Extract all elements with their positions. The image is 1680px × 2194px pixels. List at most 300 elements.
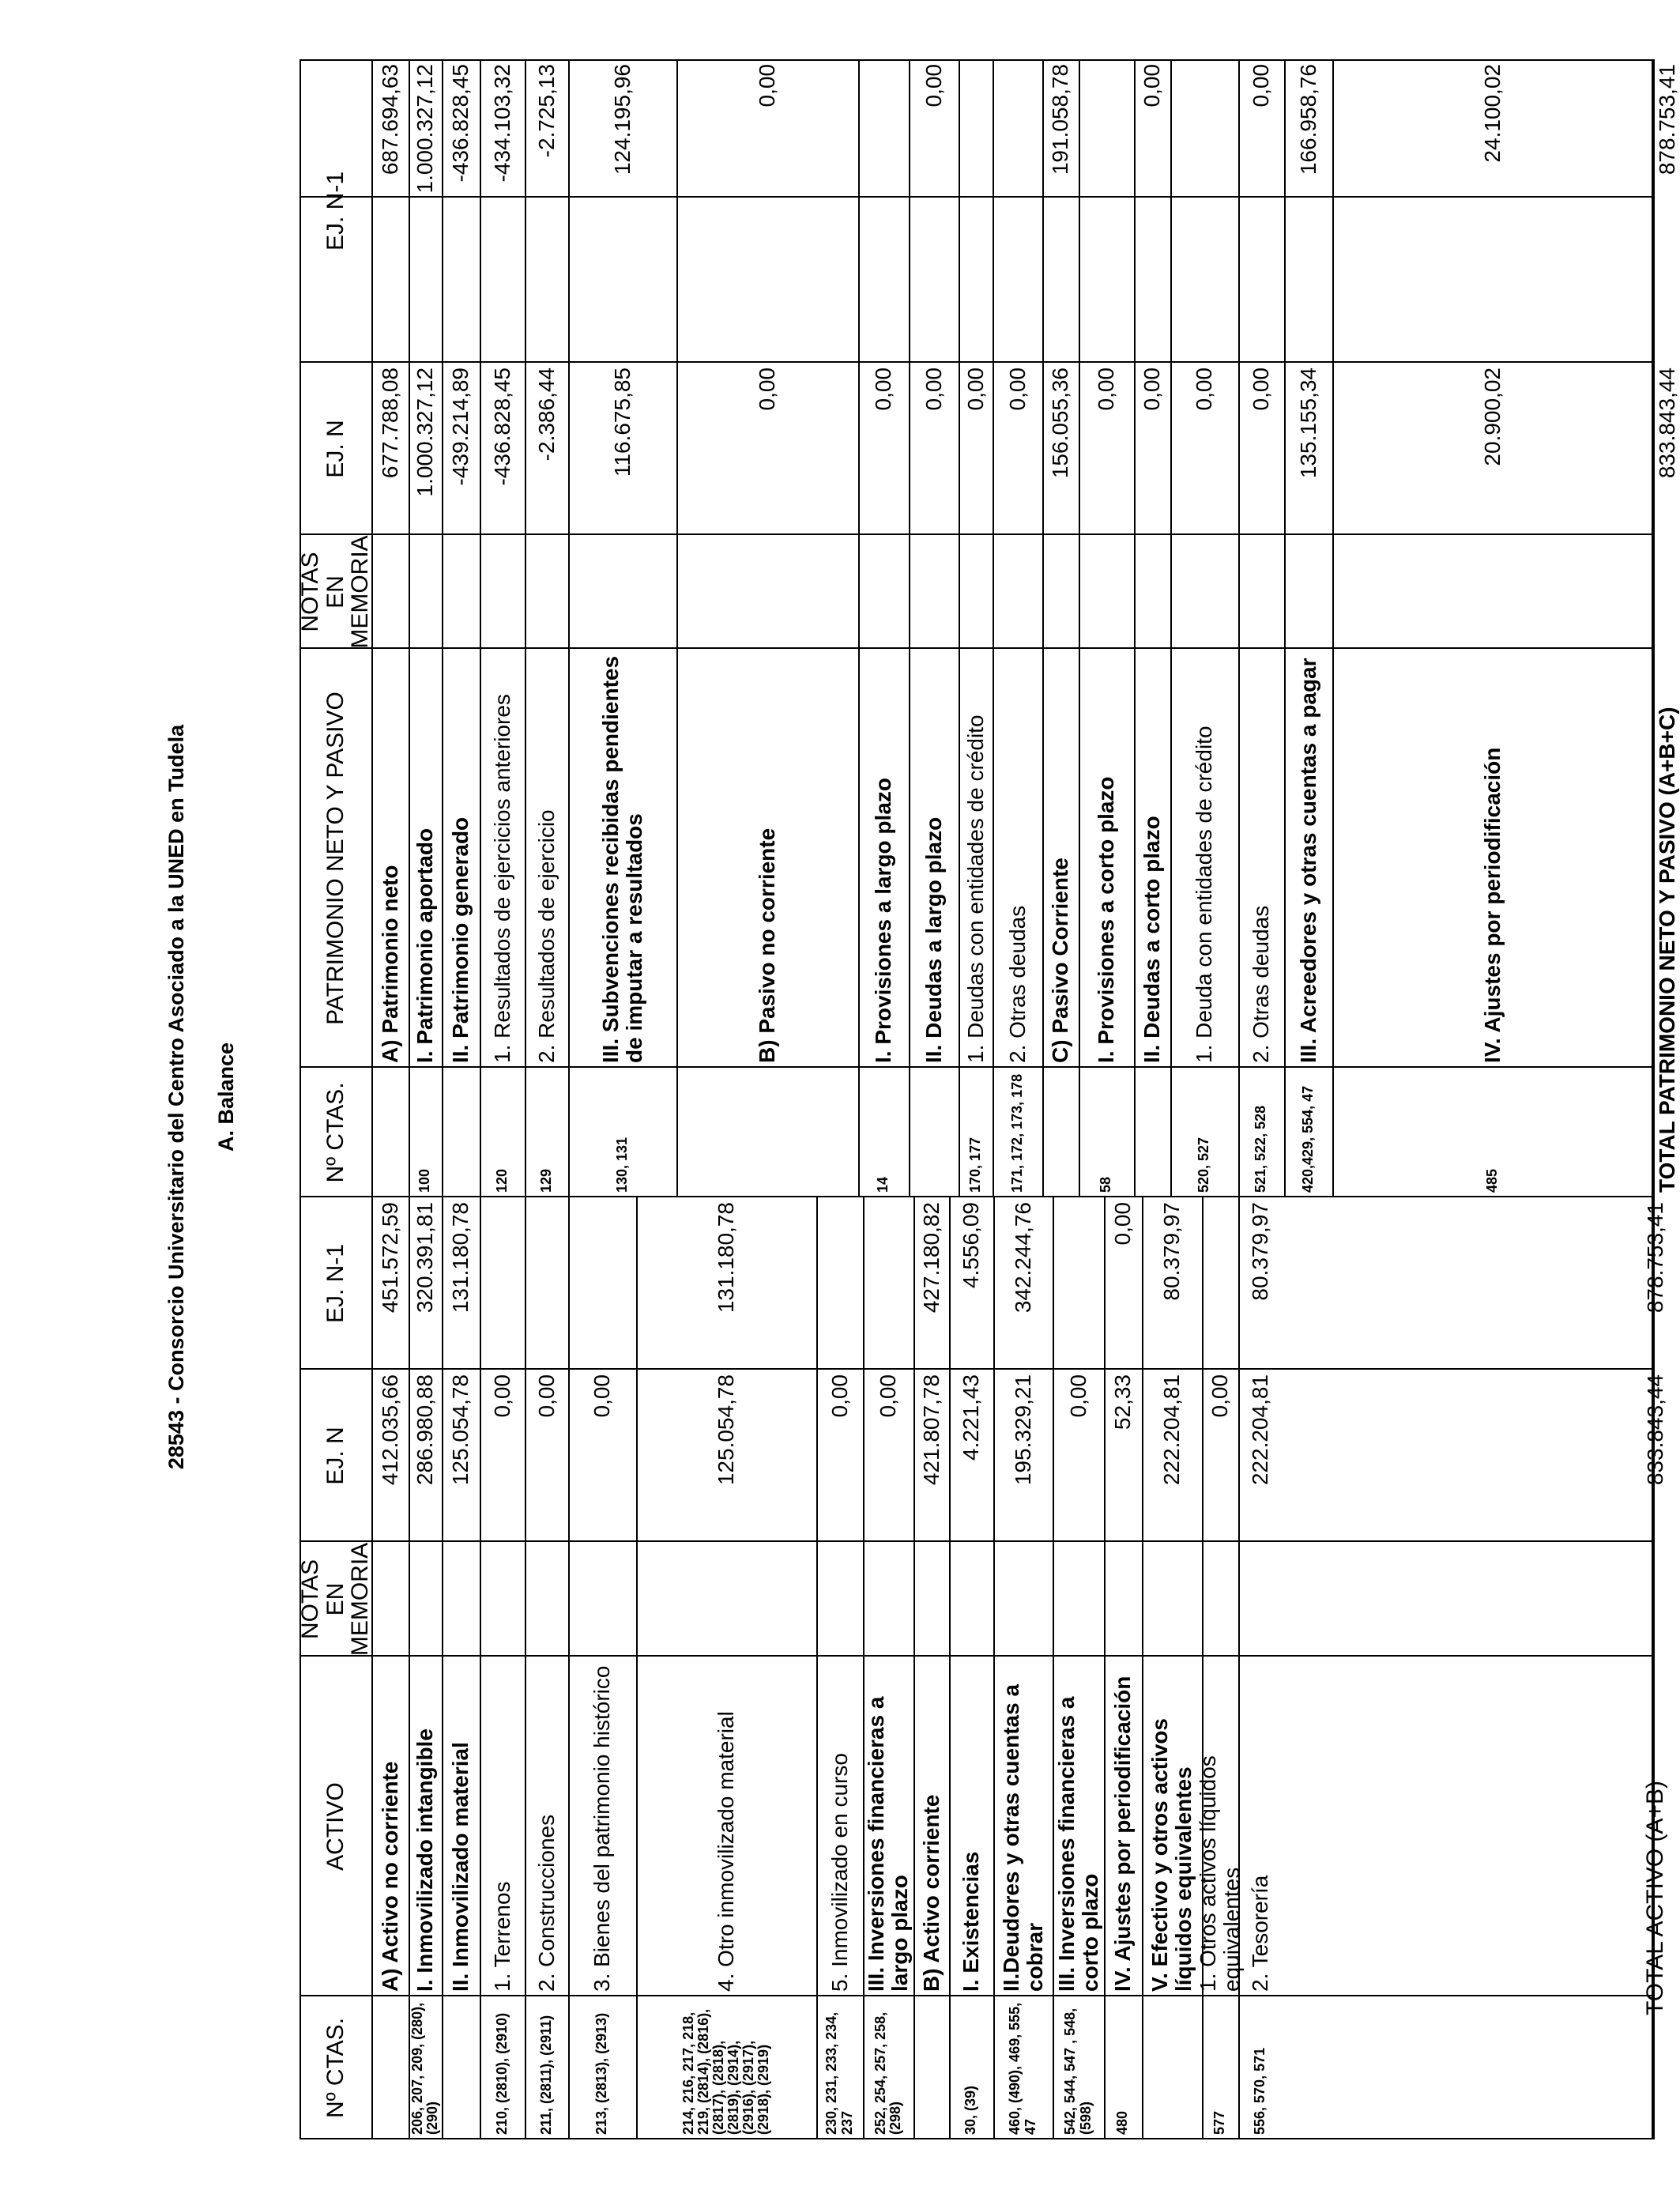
activo-row-ej-n1-text: 4.556,09 — [959, 1202, 984, 1288]
activo-row-label — [816, 1657, 863, 1996]
activo-row-label — [1196, 1657, 1244, 1996]
pasivo-row-ctas — [1134, 1068, 1170, 1197]
activo-header-ej_n — [299, 1370, 371, 1542]
activo-row-label — [1104, 1657, 1142, 1996]
activo-row-ctas — [409, 1996, 442, 2139]
pasivo-row-label-text: II. Deudas a largo plazo — [921, 816, 946, 1063]
activo-row-label — [636, 1657, 816, 1996]
activo-row-ej-n1-text: 0,00 — [1110, 1202, 1136, 1246]
pasivo-row-notas — [442, 535, 480, 649]
activo-row-label-text: 3. Bienes del patrimonio histórico — [590, 1665, 615, 1992]
pasivo-row-label — [1238, 649, 1284, 1068]
pasivo-row-ej-n-text: 0,00 — [1004, 368, 1030, 411]
activo-row-label — [863, 1657, 913, 1996]
pasivo-row-label-text: 2. Otras deudas — [1249, 905, 1274, 1063]
pasivo-row-notas — [858, 535, 909, 649]
activo-header-ej_n1 — [299, 1197, 371, 1370]
activo-row-notas — [1104, 1542, 1142, 1657]
activo-header-label-text: ACTIVO — [322, 1782, 348, 1871]
activo-row-ej-n1 — [525, 1197, 568, 1370]
activo-row-ej-n1 — [816, 1197, 863, 1370]
activo-row-ej-n-text: 222.204,81 — [1159, 1374, 1185, 1486]
pasivo-row-ej-n — [1238, 363, 1284, 535]
pasivo-row-ej-n — [525, 363, 568, 535]
pasivo-row-label — [525, 649, 568, 1068]
pasivo-row-ctas — [1238, 1068, 1284, 1197]
pasivo-row-label-text: 2. Otras deudas — [1004, 905, 1030, 1063]
pasivo-row-ej-n1 — [568, 59, 676, 363]
pasivo-row-ej-n1 — [1170, 59, 1238, 363]
pasivo-row-label — [1134, 649, 1170, 1068]
activo-row-notas — [442, 1542, 480, 1657]
activo-row-ctas — [1053, 1996, 1104, 2139]
pasivo-row-ej-n1-text: 0,00 — [921, 64, 946, 107]
total-pasivo-ej-n1 — [1653, 59, 1679, 363]
activo-row-label-text: V. Efectivo y otros activos líquidos equivalentes — [1147, 1718, 1196, 1992]
pasivo-row-label-text: I. Provisiones a corto plazo — [1094, 776, 1119, 1063]
pasivo-row-label — [959, 649, 993, 1068]
pasivo-row-ej-n — [409, 363, 442, 535]
activo-row-notas — [371, 1542, 409, 1657]
activo-row-ctas — [1238, 1996, 1283, 2139]
pasivo-row-ctas — [676, 1068, 858, 1197]
activo-row-ej-n-text: 286.980,88 — [412, 1374, 438, 1486]
activo-row-label-text: 5. Inmovilizado en curso — [827, 1753, 852, 1992]
activo-row-ej-n1 — [636, 1197, 816, 1370]
activo-row-label-text: I. Existencias — [959, 1851, 984, 1992]
activo-row-ctas-text: 542, 544, 547 , 548, (598) — [1062, 2007, 1094, 2135]
activo-row-notas — [525, 1542, 568, 1657]
activo-row-ctas-text: 230, 231, 233, 234, 237 — [823, 2011, 855, 2135]
activo-row-label-text: IV. Ajustes por periodificación — [1110, 1676, 1136, 1992]
pasivo-row-label-text: I. Provisiones a largo plazo — [871, 778, 896, 1063]
total-pasivo-label-text: TOTAL PATRIMONIO NETO Y PASIVO (A+B+C) — [1655, 707, 1679, 1193]
pasivo-row-ej-n-text: -436.828,45 — [489, 368, 514, 486]
activo-row-notas — [1202, 1542, 1238, 1657]
pasivo-row-ej-n1 — [1238, 59, 1284, 363]
activo-row-ctas-text: 206, 207, 209, (280), (290) — [409, 2002, 440, 2135]
activo-row-ej-n — [1238, 1370, 1283, 1542]
pasivo-header-ctas-text: Nº CTAS. — [322, 1082, 348, 1183]
pasivo-row-ej-n1-text: 687.694,63 — [377, 64, 402, 175]
activo-row-label-text: A) Activo no corriente — [377, 1761, 402, 1992]
pasivo-row-ej-n — [568, 363, 676, 535]
pasivo-row-ej-n-text: 0,00 — [1249, 368, 1274, 411]
activo-row-label — [371, 1657, 409, 1996]
activo-row-label — [409, 1657, 442, 1996]
pasivo-row-ctas-text: 130, 131 — [613, 1137, 630, 1193]
activo-row-ej-n1 — [1238, 1197, 1283, 1370]
pasivo-row-ej-n-text: 135.155,34 — [1295, 368, 1320, 479]
activo-row-ctas — [568, 1996, 636, 2139]
pasivo-row-ej-n1 — [1042, 59, 1079, 363]
pasivo-row-ej-n — [676, 363, 858, 535]
pasivo-row-notas — [525, 535, 568, 649]
pasivo-row-notas — [959, 535, 993, 649]
pasivo-row-ctas-text: 14 — [875, 1176, 891, 1193]
activo-header-label — [299, 1657, 371, 1996]
activo-row-label — [442, 1657, 480, 1996]
pasivo-row-ctas-text: 120 — [493, 1168, 510, 1193]
pasivo-row-label-text: 1. Deuda con entidades de crédito — [1192, 726, 1217, 1063]
activo-row-ctas-text: 252, 254, 257, 258, (298) — [872, 2011, 903, 2135]
pasivo-row-ej-n1-text: 124.195,96 — [609, 64, 635, 175]
pasivo-row-ej-n1-text: 0,00 — [1249, 64, 1274, 107]
pasivo-row-ej-n1 — [442, 59, 480, 363]
pasivo-row-ej-n — [858, 363, 909, 535]
pasivo-header-ctas — [299, 1068, 371, 1197]
pasivo-row-notas — [1332, 535, 1653, 649]
pasivo-row-label — [480, 649, 525, 1068]
pasivo-row-ctas — [371, 1068, 409, 1197]
pasivo-row-ej-n1 — [1332, 59, 1653, 363]
pasivo-row-ej-n-text: 116.675,85 — [609, 368, 635, 477]
activo-row-ctas — [442, 1996, 480, 2139]
activo-row-label-text: I. Inmovilizado intangible — [412, 1728, 438, 1992]
activo-row-ej-n — [1142, 1370, 1202, 1542]
pasivo-row-label-text: II. Patrimonio generado — [448, 816, 473, 1063]
pasivo-row-ej-n-text: 0,00 — [871, 368, 896, 411]
pasivo-row-ej-n1-text: 0,00 — [755, 64, 780, 107]
activo-row-ej-n1-text: 427.180,82 — [918, 1202, 944, 1314]
pasivo-row-label-text: I. Patrimonio aportado — [412, 827, 438, 1063]
pasivo-row-ej-n1-text: -434.103,32 — [489, 64, 514, 183]
total-activo-ej-n1 — [1643, 1197, 1668, 1370]
pasivo-row-ej-n — [442, 363, 480, 535]
pasivo-row-ej-n — [480, 363, 525, 535]
pasivo-row-ej-n — [1079, 363, 1134, 535]
activo-row-label-text: 2. Construcciones — [533, 1814, 559, 1992]
pasivo-row-ctas-text: 420,429, 554, 47 — [1299, 1085, 1316, 1193]
activo-row-ej-n1 — [993, 1197, 1053, 1370]
activo-row-ej-n1-text: 131.180,78 — [448, 1202, 473, 1314]
activo-row-ej-n1 — [863, 1197, 913, 1370]
activo-row-ej-n — [371, 1370, 409, 1542]
pasivo-row-ctas — [1042, 1068, 1079, 1197]
pasivo-header-notas-text: NOTAS EN MEMORIA — [296, 535, 374, 649]
pasivo-row-ej-n — [371, 363, 409, 535]
activo-row-label — [1238, 1657, 1283, 1996]
activo-row-ej-n — [568, 1370, 636, 1542]
total-activo-ej-n-text: 833.843,44 — [1643, 1374, 1668, 1486]
activo-row-ej-n — [525, 1370, 568, 1542]
activo-row-ctas-text: 30, (39) — [962, 2085, 979, 2135]
pasivo-row-label — [909, 649, 959, 1068]
activo-row-ej-n-text: 125.054,78 — [714, 1374, 739, 1486]
activo-row-ctas — [636, 1996, 816, 2139]
pasivo-row-ctas — [959, 1068, 993, 1197]
pasivo-row-ej-n — [1134, 363, 1170, 535]
activo-row-ctas — [1104, 1996, 1142, 2139]
document-title: 28543 - Consorcio Universitario del Centro Asociado a la UNED en Tudela — [164, 724, 188, 1470]
pasivo-row-label-text: II. Deudas a corto plazo — [1139, 816, 1165, 1063]
pasivo-row-ctas-text: 100 — [416, 1168, 433, 1193]
activo-row-notas — [949, 1542, 993, 1657]
activo-row-notas — [1238, 1542, 1283, 1657]
pasivo-row-ej-n1-text: -436.828,45 — [448, 64, 473, 183]
activo-header-notas-text: NOTAS EN MEMORIA — [296, 1542, 374, 1657]
pasivo-row-ej-n — [1284, 363, 1332, 535]
activo-row-ej-n — [993, 1370, 1053, 1542]
pasivo-row-ej-n1-text: 24.100,02 — [1480, 64, 1505, 163]
pasivo-row-ej-n1-text: 0,00 — [1139, 64, 1165, 107]
activo-row-ej-n1-text: 80.379,97 — [1159, 1202, 1185, 1301]
activo-row-ctas-text: 460, (490), 469, 555, 47 — [1007, 2002, 1038, 2135]
pasivo-row-label — [409, 649, 442, 1068]
pasivo-row-notas — [371, 535, 409, 649]
activo-row-ej-n1 — [949, 1197, 993, 1370]
activo-row-ej-n — [949, 1370, 993, 1542]
pasivo-row-ej-n1 — [676, 59, 858, 363]
activo-row-notas — [816, 1542, 863, 1657]
activo-row-ej-n1-text: 80.379,97 — [1248, 1202, 1273, 1301]
pasivo-row-label — [568, 649, 676, 1068]
total-pasivo-label — [1653, 535, 1679, 1197]
pasivo-row-label-text: 1. Deudas con entidades de crédito — [962, 714, 988, 1063]
activo-header-ctas — [299, 1996, 371, 2139]
pasivo-row-ej-n — [1170, 363, 1238, 535]
activo-row-ej-n-text: 4.221,43 — [959, 1374, 984, 1461]
activo-row-ej-n1 — [913, 1197, 949, 1370]
pasivo-row-ctas — [993, 1068, 1042, 1197]
pasivo-row-label-text: 1. Resultados de ejercicios anteriores — [489, 694, 514, 1063]
activo-row-notas — [409, 1542, 442, 1657]
pasivo-row-ej-n1 — [480, 59, 525, 363]
pasivo-header-label — [299, 649, 371, 1068]
pasivo-row-notas — [1079, 535, 1134, 649]
pasivo-row-ej-n1 — [959, 59, 993, 363]
activo-row-ctas-text: 211, (2811), (2911) — [537, 2015, 554, 2135]
activo-row-notas — [913, 1542, 949, 1657]
pasivo-row-ctas — [1079, 1068, 1134, 1197]
pasivo-row-ctas — [568, 1068, 676, 1197]
pasivo-row-notas — [676, 535, 858, 649]
pasivo-row-label — [1284, 649, 1332, 1068]
pasivo-row-ctas-text: 520, 527 — [1196, 1137, 1212, 1193]
activo-row-ctas-text: 480 — [1114, 2110, 1131, 2135]
activo-header-ctas-text: Nº CTAS. — [322, 2017, 348, 2119]
activo-row-label — [1142, 1657, 1202, 1996]
activo-row-ej-n — [636, 1370, 816, 1542]
pasivo-row-ctas — [1284, 1068, 1332, 1197]
total-activo-label-text: TOTAL ACTIVO (A+B) — [1642, 1781, 1669, 2016]
pasivo-row-ej-n-text: -439.214,89 — [448, 368, 473, 486]
activo-row-notas — [1053, 1542, 1104, 1657]
pasivo-row-ej-n1 — [1284, 59, 1332, 363]
pasivo-row-label — [371, 649, 409, 1068]
pasivo-row-label-text: III. Subvenciones recibidas pendientes de imputar a resultados — [597, 655, 646, 1063]
activo-row-ej-n-text: 412.035,66 — [377, 1374, 402, 1486]
pasivo-row-ej-n1 — [1079, 59, 1134, 363]
activo-row-ctas-text: 210, (2810), (2910) — [493, 2012, 510, 2135]
activo-row-ctas — [863, 1996, 913, 2139]
activo-row-notas — [636, 1542, 816, 1657]
pasivo-row-label-text: 2. Resultados de ejercicio — [533, 809, 559, 1063]
pasivo-row-ctas — [909, 1068, 959, 1197]
pasivo-row-ej-n1 — [993, 59, 1042, 363]
activo-row-ctas-text: 214, 216, 217, 218, 219, (2814), (2816), (2817), (2818), (2819), (2914), (2916), (2917), (2918), (2919) — [680, 2008, 772, 2135]
activo-row-ej-n-text: 52,33 — [1110, 1374, 1136, 1431]
pasivo-row-ej-n-text: 0,00 — [1139, 368, 1165, 411]
pasivo-row-ej-n — [1042, 363, 1079, 535]
activo-row-notas — [1142, 1542, 1202, 1657]
activo-row-label — [525, 1657, 568, 1996]
activo-row-ej-n-text: 0,00 — [827, 1374, 852, 1418]
pasivo-row-ej-n — [959, 363, 993, 535]
activo-row-ej-n — [1053, 1370, 1104, 1542]
pasivo-row-ej-n1 — [525, 59, 568, 363]
pasivo-row-ej-n1 — [1134, 59, 1170, 363]
activo-row-ctas — [525, 1996, 568, 2139]
activo-row-ej-n-text: 0,00 — [590, 1374, 615, 1418]
activo-row-ej-n — [913, 1370, 949, 1542]
activo-row-ej-n1 — [568, 1197, 636, 1370]
pasivo-row-ej-n-text: 1.000.327,12 — [412, 368, 438, 497]
pasivo-row-ej-n1 — [371, 59, 409, 363]
total-activo-ej-n1-text: 878.753,41 — [1643, 1202, 1668, 1314]
activo-row-label-text: 2. Tesorería — [1248, 1875, 1273, 1992]
pasivo-row-ctas-text: 170, 177 — [966, 1137, 983, 1193]
activo-row-ctas-text: 556, 570, 571 — [1252, 2047, 1268, 2135]
activo-row-ej-n1 — [1104, 1197, 1142, 1370]
activo-row-ctas — [371, 1996, 409, 2139]
pasivo-row-ctas — [1332, 1068, 1653, 1197]
activo-row-ej-n-text: 222.204,81 — [1248, 1374, 1273, 1486]
pasivo-header-ej-n1-text: EJ. N-1 — [322, 171, 348, 251]
activo-row-label-text: III. Inversiones financieras a corto plazo — [1053, 1696, 1102, 1992]
activo-row-ej-n1 — [442, 1197, 480, 1370]
pasivo-row-ctas-text: 58 — [1098, 1176, 1114, 1193]
pasivo-row-notas — [480, 535, 525, 649]
activo-row-ej-n — [409, 1370, 442, 1542]
pasivo-row-notas — [568, 535, 676, 649]
pasivo-row-label — [1079, 649, 1134, 1068]
activo-row-ej-n-text: 125.054,78 — [448, 1374, 473, 1486]
pasivo-row-ej-n — [993, 363, 1042, 535]
pasivo-header-label-text: PATRIMONIO NETO Y PASIVO — [322, 692, 348, 1025]
activo-row-ej-n — [1104, 1370, 1142, 1542]
pasivo-row-ej-n-text: -2.386,44 — [533, 368, 559, 462]
activo-row-label-text: II.Deudores y otras cuentas a cobrar — [998, 1683, 1047, 1992]
total-pasivo-ej-n — [1653, 363, 1679, 535]
activo-row-ctas-text: 213, (2813), (2913) — [593, 2012, 610, 2135]
pasivo-row-notas — [993, 535, 1042, 649]
activo-row-notas — [480, 1542, 525, 1657]
pasivo-row-ej-n-text: 20.900,02 — [1480, 368, 1505, 466]
total-pasivo-ej-n1-text: 878.753,41 — [1655, 64, 1679, 175]
activo-row-label-text: 1. Terrenos — [489, 1881, 514, 1992]
activo-row-ej-n1-text: 342.244,76 — [1010, 1202, 1035, 1314]
activo-row-ej-n — [442, 1370, 480, 1542]
pasivo-row-ej-n1-text: -2.725,13 — [533, 64, 559, 158]
pasivo-row-notas — [1042, 535, 1079, 649]
activo-row-ej-n1 — [1053, 1197, 1104, 1370]
pasivo-row-label — [1170, 649, 1238, 1068]
pasivo-row-ctas — [1170, 1068, 1238, 1197]
pasivo-header-ej-n1 — [299, 59, 371, 363]
activo-row-notas — [863, 1542, 913, 1657]
activo-header-notas — [296, 1542, 374, 1657]
activo-row-ej-n-text: 195.329,21 — [1010, 1374, 1035, 1486]
pasivo-row-ej-n — [1332, 363, 1653, 535]
pasivo-header-ej-n-text: EJ. N — [322, 420, 348, 478]
pasivo-row-label — [858, 649, 909, 1068]
activo-row-ej-n-text: 0,00 — [876, 1374, 901, 1418]
pasivo-row-ctas-text: 485 — [1484, 1168, 1501, 1193]
activo-row-ctas — [949, 1996, 993, 2139]
pasivo-row-notas — [1284, 535, 1332, 649]
activo-row-ctas — [913, 1996, 949, 2139]
pasivo-row-notas — [909, 535, 959, 649]
pasivo-row-label — [676, 649, 858, 1068]
pasivo-row-label-text: B) Pasivo no corriente — [755, 827, 780, 1063]
pasivo-row-label — [1042, 649, 1079, 1068]
activo-row-ej-n — [480, 1370, 525, 1542]
pasivo-row-ej-n1 — [858, 59, 909, 363]
pasivo-row-label — [442, 649, 480, 1068]
pasivo-row-ej-n-text: 0,00 — [1094, 368, 1119, 411]
activo-row-ej-n1 — [371, 1197, 409, 1370]
activo-row-ctas — [816, 1996, 863, 2139]
pasivo-row-ej-n1 — [409, 59, 442, 363]
activo-row-ej-n1 — [409, 1197, 442, 1370]
activo-row-ej-n1-text: 451.572,59 — [377, 1202, 402, 1314]
total-activo-label — [1642, 1657, 1669, 2139]
activo-row-ctas — [993, 1996, 1053, 2139]
pasivo-row-ej-n-text: 0,00 — [962, 368, 988, 411]
activo-row-ej-n — [863, 1370, 913, 1542]
activo-row-ej-n-text: 421.807,78 — [918, 1374, 944, 1486]
activo-header-ej_n1-text: EJ. N-1 — [322, 1243, 348, 1324]
pasivo-row-label — [993, 649, 1042, 1068]
activo-row-ej-n — [816, 1370, 863, 1542]
pasivo-row-notas — [1238, 535, 1284, 649]
activo-row-label-text: III. Inversiones financieras a largo plazo — [864, 1696, 912, 1992]
pasivo-row-ctas — [858, 1068, 909, 1197]
activo-row-ctas — [1202, 1996, 1238, 2139]
activo-row-notas — [993, 1542, 1053, 1657]
activo-row-label-text: 4. Otro inmovilizado material — [714, 1711, 739, 1992]
document-subtitle: A. Balance — [214, 1042, 238, 1152]
pasivo-row-label-text: III. Acreedores y otras cuentas a pagar — [1295, 658, 1320, 1063]
pasivo-row-ej-n-text: 0,00 — [1192, 368, 1217, 411]
pasivo-row-ctas-text: 171, 172, 173, 178 — [1008, 1073, 1025, 1193]
activo-row-label — [949, 1657, 993, 1996]
pasivo-header-notas — [296, 535, 374, 649]
pasivo-row-ctas — [525, 1068, 568, 1197]
activo-row-label-text: II. Inmovilizado material — [448, 1742, 473, 1992]
activo-row-ej-n1 — [1142, 1197, 1202, 1370]
pasivo-row-label-text: IV. Ajustes por periodificación — [1480, 747, 1505, 1063]
activo-row-label — [480, 1657, 525, 1996]
pasivo-row-notas — [1134, 535, 1170, 649]
pasivo-row-ctas-text: 521, 522, 528 — [1252, 1105, 1269, 1193]
pasivo-row-label — [1332, 649, 1653, 1068]
activo-header-ej_n-text: EJ. N — [322, 1427, 348, 1485]
activo-row-ej-n1-text: 320.391,81 — [412, 1202, 438, 1314]
pasivo-row-notas — [1170, 535, 1238, 649]
pasivo-row-ctas — [442, 1068, 480, 1197]
pasivo-row-label-text: A) Patrimonio neto — [377, 865, 402, 1063]
pasivo-row-label-text: C) Pasivo Corriente — [1048, 858, 1073, 1063]
pasivo-row-ej-n — [909, 363, 959, 535]
activo-row-label — [913, 1657, 949, 1996]
pasivo-row-ctas — [480, 1068, 525, 1197]
total-activo-ej-n — [1643, 1370, 1668, 1542]
activo-row-ctas-text: 577 — [1211, 2110, 1228, 2135]
activo-row-ej-n-text: 0,00 — [533, 1374, 559, 1418]
activo-row-ej-n-text: 0,00 — [1065, 1374, 1090, 1418]
